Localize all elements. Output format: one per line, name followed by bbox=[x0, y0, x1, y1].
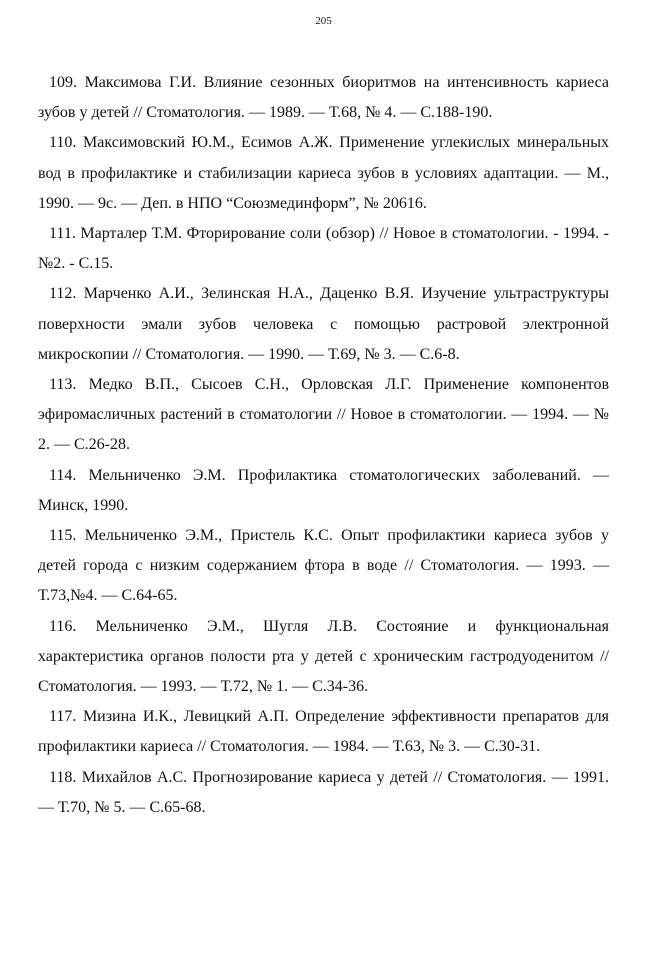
reference-item: 111. Марталер Т.М. Фторирование соли (обзор) // Новое в стоматологии. - 1994. - №2. - С.15. bbox=[38, 225, 609, 273]
reference-list bbox=[38, 68, 609, 823]
reference-item: 117. Мизина И.К., Левицкий А.П. Определение эффективности препаратов для профилактики кариеса // Стоматология. — 1984. — Т.63, № 3. — С.30-31. bbox=[38, 708, 609, 756]
reference-item: 114. Мельниченко Э.М. Профилактика стоматологических заболеваний. — Минск, 1990. bbox=[38, 466, 609, 514]
reference-item: 116. Мельниченко Э.М., Шугля Л.В. Состояние и функциональная характеристика органов полости рта у детей с хроническим гастродуоденитом // Стоматология. — 1993. — Т.72, № 1. — С.34-36. bbox=[38, 617, 609, 696]
reference-item: 115. Мельниченко Э.М., Пристель К.С. Опыт профилактики кариеса зубов у детей города с низким содержанием фтора в воде // Стоматология. — 1993. — Т.73,№4. — С.64-65. bbox=[38, 527, 609, 605]
reference-item: 113. Медко В.П., Сысоев С.Н., Орловская Л.Г. Применение компонентов эфиромасличных растений в стоматологии // Новое в стоматологии. — 1994. — № 2. — С.26-28. bbox=[38, 376, 609, 454]
reference-item: 118. Михайлов А.С. Прогнозирование кариеса у детей // Стоматология. — 1991. — Т.70, № 5. — С.65-68. bbox=[38, 768, 609, 816]
reference-item: 109. Максимова Г.И. Влияние сезонных биоритмов на интенсивность кариеса зубов у детей // Стоматология. — 1989. — Т.68, № 4. — С.188-190. bbox=[38, 74, 609, 122]
reference-item: 112. Марченко А.И., Зелинская Н.А., Даценко В.Я. Изучение ультраструктуры поверхности эмали зубов человека с помощью растровой электронной микроскопии // Стоматология. — 1990. — Т.69, № 3. — С.6-8. bbox=[38, 285, 609, 363]
reference-item: 110. Максимовский Ю.М., Есимов А.Ж. Применение углекислых минеральных вод в профилактике и стабилизации кариеса зубов в условиях адаптации. — М., 1990. — 9с. — Деп. в НПО “Союзмединформ”, № 20616. bbox=[38, 134, 609, 212]
page-number: 205 bbox=[315, 15, 332, 27]
